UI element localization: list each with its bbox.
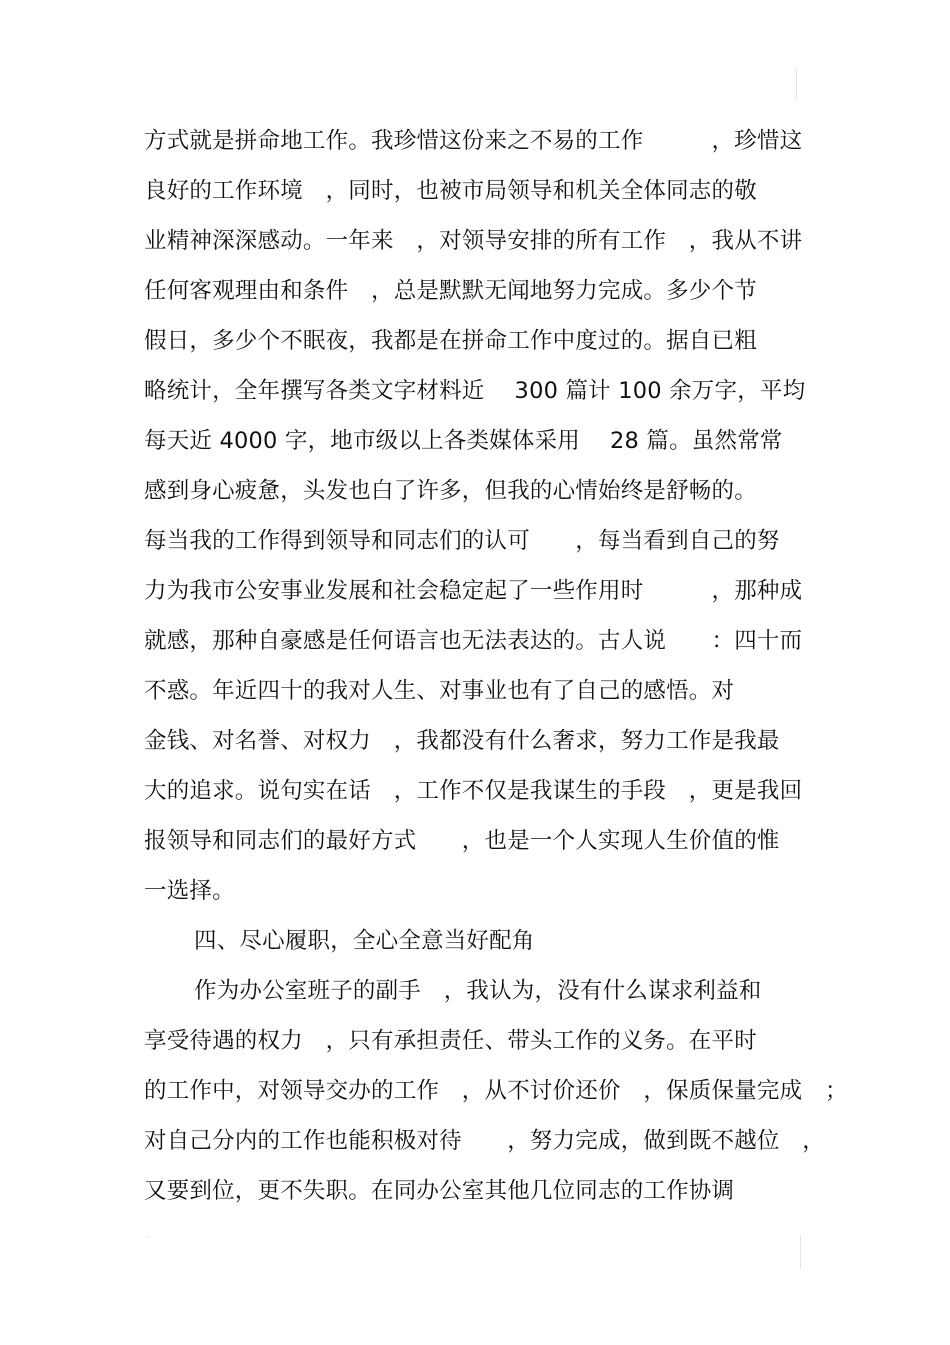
paragraph-line: 略统计，全年撰写各类文字材料近 300 篇计 100 余万字，平均: [144, 378, 806, 404]
paragraph-line: 对自己分内的工作也能积极对待 ，努力完成，做到既不越位 ，: [144, 1128, 826, 1154]
section-heading: 四、尽心履职，全心全意当好配角: [194, 928, 535, 954]
page-edge-mark-top: [796, 68, 797, 100]
page-speck: [146, 1236, 148, 1238]
paragraph-line: 业精神深深感动。一年来 ，对领导安排的所有工作 ，我从不讲: [144, 228, 803, 254]
paragraph-line: 每天近 4000 字，地市级以上各类媒体采用 28 篇。虽然常常: [144, 428, 783, 454]
paragraph-line: 就感，那种自豪感是任何语言也无法表达的。古人说 ：四十而: [144, 628, 803, 654]
paragraph-line: 金钱、对名誉、对权力 ，我都没有什么奢求，努力工作是我最: [144, 728, 780, 754]
paragraph-line: 作为办公室班子的副手 ，我认为，没有什么谋求利益和: [194, 978, 762, 1004]
paragraph-line: 每当我的工作得到领导和同志们的认可 ，每当看到自己的努: [144, 528, 780, 554]
paragraph-line: 又要到位，更不失职。在同办公室其他几位同志的工作协调: [144, 1178, 735, 1204]
page-edge-mark-bottom: [800, 1235, 801, 1269]
paragraph-line: 享受待遇的权力 ，只有承担责任、带头工作的义务。在平时: [144, 1028, 757, 1054]
paragraph-line: 力为我市公安事业发展和社会稳定起了一些作用时 ，那种成: [144, 578, 803, 604]
paragraph-line: 报领导和同志们的最好方式 ，也是一个人实现人生价值的惟: [144, 828, 780, 854]
paragraph-line: 的工作中，对领导交办的工作 ，从不讨价还价 ，保质保量完成 ；: [144, 1078, 848, 1104]
paragraph-line: 方式就是拼命地工作。我珍惜这份来之不易的工作 ，珍惜这: [144, 128, 803, 154]
paragraph-line: 一选择。: [144, 878, 235, 904]
paragraph-line: 大的追求。说句实在话 ，工作不仅是我谋生的手段 ，更是我回: [144, 778, 803, 804]
paragraph-line: 假日，多少个不眠夜，我都是在拼命工作中度过的。据自已粗: [144, 328, 757, 354]
paragraph-line: 感到身心疲惫，头发也白了许多，但我的心情始终是舒畅的。: [144, 478, 757, 504]
paragraph-line: 良好的工作环境 ，同时，也被市局领导和机关全体同志的敬: [144, 178, 757, 204]
paragraph-line: 任何客观理由和条件 ，总是默默无闻地努力完成。多少个节: [144, 278, 757, 304]
paragraph-line: 不惑。年近四十的我对人生、对事业也有了自己的感悟。对: [144, 678, 735, 704]
